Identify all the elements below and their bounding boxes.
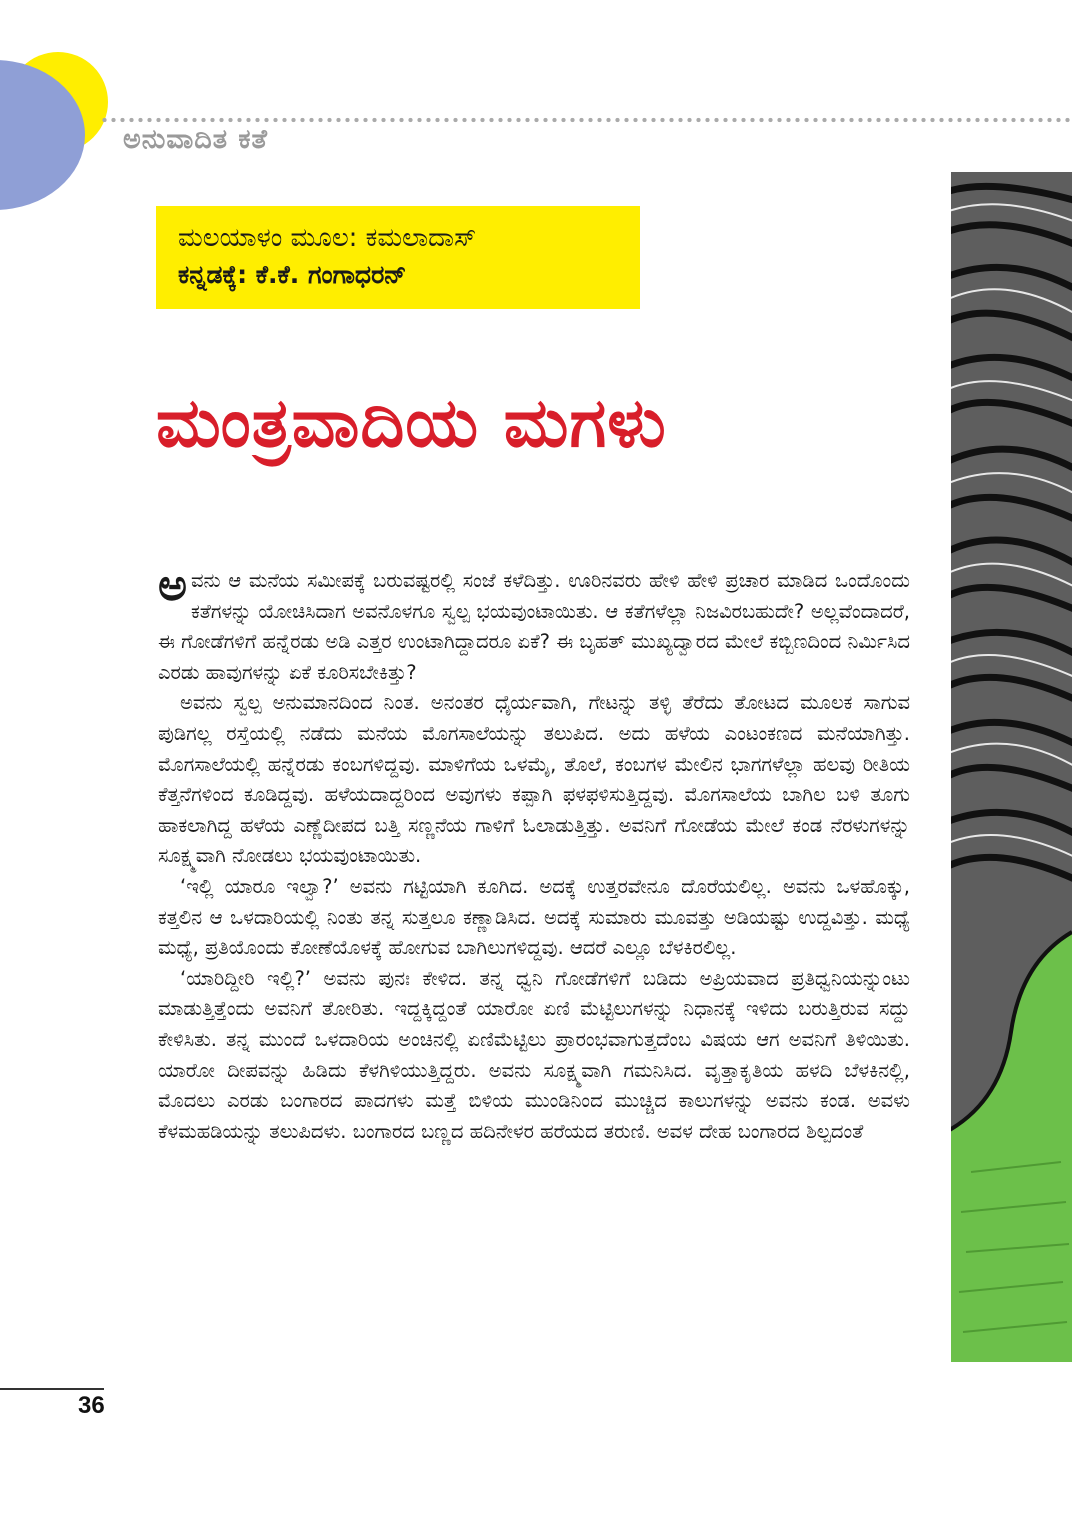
original-author-credit: ಮಲಯಾಳಂ ಮೂಲ: ಕಮಲಾದಾಸ್ [178,223,477,253]
story-body [158,560,910,1147]
section-label: ಅನುವಾದಿತ ಕತೆ [123,124,268,155]
drop-cap: ಅ [158,560,187,611]
paragraph-4: ‘ಯಾರಿದ್ದೀರಿ ಇಲ್ಲಿ?’ ಅವನು ಪುನಃ ಕೇಳಿದ. ತನ್ನ ಧ್ವನಿ ಗೋಡೆಗಳಿಗೆ ಬಡಿದು ಅಪ್ರಿಯವಾದ ಪ್ರತಿಧ್ವನಿಯನ್ನುಂಟು ಮಾಡುತ್ತಿತ್ತೆಂದು ಅವನಿಗೆ ತೋರಿತು. ಇದ್ದಕ್ಕಿದ್ದಂತೆ ಯಾರೋ ಏಣಿ ಮೆಟ್ಟಿಲುಗಳನ್ನು ನಿಧಾನಕ್ಕೆ ಇಳಿದು ಬರುತ್ತಿರುವ ಸದ್ದು ಕೇಳಿಸಿತು. ತನ್ನ ಮುಂದೆ ಒಳದಾರಿಯ ಅಂಚಿನಲ್ಲಿ ಏಣಿಮೆಟ್ಟಿಲು ಪ್ರಾರಂಭವಾಗುತ್ತದೆಂಬ ವಿಷಯ ಆಗ ಅವನಿಗೆ ತಿಳಿಯಿತು. ಯಾರೋ ದೀಪವನ್ನು ಹಿಡಿದು ಕೆಳಗಿಳಿಯುತ್ತಿದ್ದರು. ಅವನು ಸೂಕ್ಷ್ಮವಾಗಿ ಗಮನಿಸಿದ. ವೃತ್ತಾಕೃತಿಯ ಹಳದಿ ಬೆಳಕಿನಲ್ಲಿ, ಮೊದಲು ಎರಡು ಬಂಗಾರದ ಪಾದಗಳು ಮತ್ತೆ ಬಿಳಿಯ ಮುಂಡಿನಿಂದ ಮುಚ್ಚಿದ ಕಾಲುಗಳನ್ನು ಅವನು ಕಂಡ. ಅವಳು ಕೆಳಮಹಡಿಯನ್ನು ತಲುಪಿದಳು. ಬಂಗಾರದ ಬಣ್ಣದ ಹದಿನೇಳರ ಹರೆಯದ ತರುಣಿ. ಅವಳ ದೇಹ ಬಂಗಾರದ ಶಿಲ್ಪದಂತೆ [158,966,910,1143]
page-number-rule [0,1388,104,1390]
paragraph-3: ‘ಇಲ್ಲಿ ಯಾರೂ ಇಲ್ವಾ?’ ಅವನು ಗಟ್ಟಿಯಾಗಿ ಕೂಗಿದ. ಅದಕ್ಕೆ ಉತ್ತರವೇನೂ ದೊರೆಯಲಿಲ್ಲ. ಅವನು ಒಳಹೊಕ್ಕು, ಕತ್ತಲಿನ ಆ ಒಳದಾರಿಯಲ್ಲಿ ನಿಂತು ತನ್ನ ಸುತ್ತಲೂ ಕಣ್ಣಾಡಿಸಿದ. ಅದಕ್ಕೆ ಸುಮಾರು ಮೂವತ್ತು ಅಡಿಯಷ್ಟು ಉದ್ದವಿತ್ತು. ಮಧ್ಯೆ ಮಧ್ಯೆ, ಪ್ರತಿಯೊಂದು ಕೋಣೆಯೊಳಕ್ಕೆ ಹೋಗುವ ಬಾಗಿಲುಗಳಿದ್ದವು. ಆದರೆ ಎಲ್ಲೂ ಬೆಳಕಿರಲಿಲ್ಲ. [158,874,910,960]
dotted-header-rule [100,117,1072,123]
page-number: 36 [78,1392,105,1419]
paragraph-1 [158,560,910,688]
story-title: ಮಂತ್ರವಾದಿಯ ಮಗಳು [156,383,667,463]
translator-credit: ಕನ್ನಡಕ್ಕೆ: ಕೆ.ಕೆ. ಗಂಗಾಧರನ್ [178,260,407,289]
credit-box [156,206,640,309]
paragraph-2: ಅವನು ಸ್ವಲ್ಪ ಅನುಮಾನದಿಂದ ನಿಂತ. ಅನಂತರ ಧೈರ್ಯವಾಗಿ, ಗೇಟನ್ನು ತಳ್ಳಿ ತೆರೆದು ತೋಟದ ಮೂಲಕ ಸಾಗುವ ಪುಡಿಗಲ್ಲ ರಸ್ತೆಯಲ್ಲಿ ನಡೆದು ಮನೆಯ ಮೊಗಸಾಲೆಯನ್ನು ತಲುಪಿದ. ಅದು ಹಳೆಯ ಎಂಟಂಕಣದ ಮನೆಯಾಗಿತ್ತು. ಮೊಗಸಾಲೆಯಲ್ಲಿ ಹನ್ನೆರಡು ಕಂಬಗಳಿದ್ದವು. ಮಾಳಿಗೆಯ ಒಳಮೈ, ತೊಲೆ, ಕಂಬಗಳ ಮೇಲಿನ ಭಾಗಗಳೆಲ್ಲಾ ಹಲವು ರೀತಿಯ ಕೆತ್ತನೆಗಳಿಂದ ಕೂಡಿದ್ದವು. ಹಳೆಯದಾದ್ದರಿಂದ ಅವುಗಳು ಕಪ್ಪಾಗಿ ಫಳಫಳಿಸುತ್ತಿದ್ದವು. ಮೊಗಸಾಲೆಯ ಬಾಗಿಲ ಬಳಿ ತೂಗು ಹಾಕಲಾಗಿದ್ದ ಹಳೆಯ ಎಣ್ಣೆದೀಪದ ಬತ್ತಿ ಸಣ್ಣನೆಯ ಗಾಳಿಗೆ ಓಲಾಡುತ್ತಿತ್ತು. ಅವನಿಗೆ ಗೋಡೆಯ ಮೇಲೆ ಕಂಡ ನೆರಳುಗಳನ್ನು ಸೂಕ್ಷ್ಮವಾಗಿ ನೋಡಲು ಭಯವುಂಟಾಯಿತು. [158,691,910,868]
paragraph-text: ವನು ಆ ಮನೆಯ ಸಮೀಪಕ್ಕೆ ಬರುವಷ್ಟರಲ್ಲಿ ಸಂಜೆ ಕಳೆದಿತ್ತು. ಊರಿನವರು ಹೇಳಿ ಹೇಳಿ ಪ್ರಚಾರ ಮಾಡಿದ ಒಂದೊಂದು ಕತೆಗಳನ್ನು ಯೋಚಿಸಿದಾಗ ಅವನೊಳಗೂ ಸ್ವಲ್ಪ ಭಯವುಂಟಾಯಿತು. ಆ ಕತೆಗಳೆಲ್ಲಾ ನಿಜವಿರಬಹುದೇ? ಅಲ್ಲವೆಂದಾದರೆ, ಈ ಗೋಡೆಗಳಿಗೆ ಹನ್ನೆರಡು ಅಡಿ ಎತ್ತರ ಉಂಟಾಗಿದ್ದಾದರೂ ಏಕೆ? ಈ ಬೃಹತ್ ಮುಖ್ಯದ್ವಾರದ ಮೇಲೆ ಕಬ್ಬಿಣದಿಂದ ನಿರ್ಮಿಸಿದ ಎರಡು ಹಾವುಗಳನ್ನು ಏಕೆ ಕೂರಿಸಬೇಕಿತ್ತು? [158,569,910,684]
illustration-panel [951,172,1072,1362]
sketch-illustration [951,172,1072,1362]
